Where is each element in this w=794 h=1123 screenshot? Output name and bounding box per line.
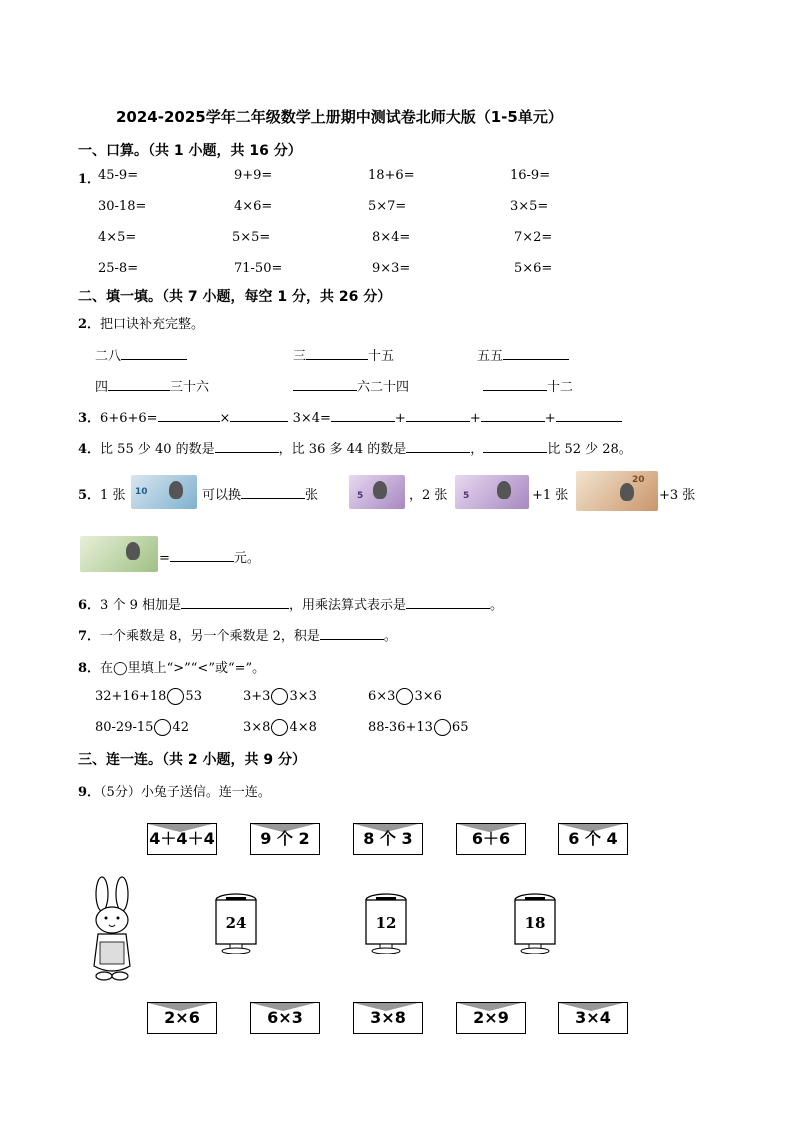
- rhyme-text: 三: [293, 349, 307, 364]
- letter-envelope[interactable]: 6×3: [250, 1002, 320, 1034]
- compare-circle[interactable]: [154, 719, 171, 736]
- answer-blank[interactable]: [230, 409, 288, 422]
- question-text: 。: [383, 629, 397, 644]
- letter-envelope[interactable]: 2×9: [456, 1002, 526, 1034]
- rhyme-text: 三十六: [170, 380, 210, 395]
- question-7: [78, 625, 397, 644]
- question-number: 6．: [78, 598, 101, 613]
- section-heading-fill-in: 二、填一填。（共 7 小题，每空 1 分，共 26 分）: [78, 289, 392, 305]
- mailbox[interactable]: [214, 892, 258, 954]
- answer-blank[interactable]: [108, 378, 170, 391]
- question-text: 3 个 9 相加是: [100, 598, 181, 613]
- operator: +: [394, 411, 406, 426]
- question-9: [78, 781, 271, 800]
- rhyme-item: [477, 345, 569, 364]
- rhyme-item: [483, 376, 573, 395]
- portrait-icon: [373, 481, 387, 499]
- calc-item: 9×3=: [372, 261, 411, 276]
- compare-item: [368, 719, 468, 736]
- question-text: 可以换: [202, 488, 242, 503]
- portrait-icon: [126, 542, 140, 560]
- calc-item: 5×6=: [514, 261, 553, 276]
- compare-left: 6×3: [368, 689, 396, 704]
- question-text: ，用乘法算式表示是: [289, 598, 407, 613]
- question-text: +1 张: [532, 488, 569, 503]
- question-text: 比 55 少 40 的数是: [100, 442, 215, 457]
- operator: +: [544, 411, 556, 426]
- question-text: =: [159, 551, 170, 566]
- compare-left: 3×8: [243, 720, 271, 735]
- calc-item: 9+9=: [234, 168, 273, 183]
- note-value: 5: [463, 491, 470, 501]
- compare-circle[interactable]: [271, 719, 288, 736]
- mailbox[interactable]: [513, 892, 557, 954]
- question-number: 3．: [78, 411, 101, 426]
- calc-item: 25-8=: [98, 261, 139, 276]
- compare-item: [95, 719, 189, 736]
- question-number: 4．: [78, 442, 101, 457]
- letter-envelope[interactable]: 4＋4＋4: [147, 823, 217, 855]
- question-number: 8．: [78, 661, 101, 676]
- rhyme-text: 五五: [477, 349, 504, 364]
- rhyme-item: [293, 376, 409, 395]
- answer-blank[interactable]: [306, 347, 368, 360]
- compare-circle[interactable]: [271, 688, 288, 705]
- question-number: 2．: [78, 317, 101, 332]
- question-text: ，: [470, 442, 484, 457]
- five-yuan-note-image: [455, 475, 529, 509]
- compare-left: 3+3: [243, 689, 271, 704]
- question-5-text: [202, 484, 318, 503]
- compare-right: 3×3: [289, 689, 317, 704]
- calc-item: 30-18=: [98, 199, 147, 214]
- rhyme-text: 二八: [95, 349, 122, 364]
- letter-envelope[interactable]: 6 个 4: [558, 823, 628, 855]
- answer-blank[interactable]: [215, 440, 279, 453]
- question-6: [78, 594, 503, 613]
- compare-circle[interactable]: [434, 719, 451, 736]
- question-text: +3 张: [659, 488, 696, 503]
- letter-envelope[interactable]: 8 个 3: [353, 823, 423, 855]
- calc-item: 5×7=: [368, 199, 407, 214]
- question-text: ，2 张: [409, 488, 448, 503]
- answer-blank[interactable]: [483, 440, 547, 453]
- question-text: 1 张: [100, 488, 126, 503]
- mailbox-number: 24: [225, 914, 247, 932]
- section-heading-oral-calc: 一、口算。（共 1 小题，共 16 分）: [78, 143, 302, 159]
- calc-item: 3×5=: [510, 199, 549, 214]
- letter-envelope[interactable]: 3×4: [558, 1002, 628, 1034]
- answer-blank[interactable]: [556, 409, 622, 422]
- answer-blank[interactable]: [293, 378, 357, 391]
- question-text: （5分）小兔子送信。连一连。: [100, 785, 271, 800]
- portrait-icon: [497, 481, 511, 499]
- calc-item: 4×6=: [234, 199, 273, 214]
- ten-yuan-note-image: [131, 475, 197, 509]
- question-text: 6+6+6=: [100, 411, 158, 426]
- question-text: 3×4=: [292, 411, 331, 426]
- question-text: 在◯里填上“>”“<”或“=”。: [100, 661, 266, 676]
- operator: +: [469, 411, 481, 426]
- calc-item: 16-9=: [510, 168, 551, 183]
- calc-item: 7×2=: [514, 230, 553, 245]
- five-yuan-note-image: [349, 475, 405, 509]
- compare-circle[interactable]: [396, 688, 413, 705]
- compare-right: 3×6: [414, 689, 442, 704]
- compare-left: 80-29-15: [95, 720, 154, 735]
- mailbox-number: 12: [375, 914, 397, 932]
- question-text: 元。: [233, 551, 260, 566]
- calc-item: 4×5=: [98, 230, 137, 245]
- answer-blank[interactable]: [241, 486, 305, 499]
- compare-item: [368, 688, 442, 705]
- letter-envelope[interactable]: 3×8: [353, 1002, 423, 1034]
- question-8: [78, 657, 265, 676]
- compare-item: [95, 688, 202, 705]
- calc-item: 71-50=: [234, 261, 283, 276]
- question-3: [78, 407, 622, 426]
- section-heading-matching: 三、连一连。（共 2 小题，共 9 分）: [78, 752, 306, 768]
- compare-right: 53: [185, 689, 202, 704]
- compare-circle[interactable]: [167, 688, 184, 705]
- note-value: 10: [135, 487, 148, 497]
- mailbox-number: 18: [524, 914, 546, 932]
- rhyme-item: [95, 345, 187, 364]
- question-text: 一个乘数是 8，另一个乘数是 2，积是: [100, 629, 320, 644]
- compare-item: [243, 719, 317, 736]
- rhyme-item: [293, 345, 394, 364]
- compare-right: 42: [172, 720, 189, 735]
- answer-blank[interactable]: [121, 347, 187, 360]
- note-value: 5: [357, 491, 364, 501]
- answer-blank[interactable]: [320, 627, 384, 640]
- answer-blank[interactable]: [481, 409, 545, 422]
- letter-envelope[interactable]: 9 个 2: [250, 823, 320, 855]
- question-5-line1: [78, 484, 125, 503]
- compare-right: 65: [451, 720, 469, 735]
- question-text: 比 52 少 28。: [547, 442, 632, 457]
- rhyme-text: 十五: [368, 349, 395, 364]
- question-text: 。: [490, 598, 504, 613]
- compare-left: 32+16+18: [95, 689, 167, 704]
- operator: ×: [219, 411, 231, 426]
- compare-right: 4×8: [289, 720, 317, 735]
- rabbit-icon: [84, 876, 142, 984]
- question-5-text: [409, 484, 447, 503]
- question-5-text: [659, 484, 695, 503]
- rhyme-text: 六二十四: [357, 380, 410, 395]
- portrait-icon: [169, 481, 183, 499]
- calc-item: 45-9=: [98, 168, 139, 183]
- portrait-icon: [620, 483, 634, 501]
- question-4: [78, 438, 632, 457]
- answer-blank[interactable]: [331, 409, 395, 422]
- calc-item: 5×5=: [232, 230, 271, 245]
- calc-item: 18+6=: [368, 168, 415, 183]
- letter-envelope[interactable]: 2×6: [147, 1002, 217, 1034]
- question-5-text: [532, 484, 568, 503]
- question-2: [78, 313, 204, 332]
- question-text: 张: [305, 488, 319, 503]
- answer-blank[interactable]: [181, 596, 289, 609]
- question-number: 7．: [78, 629, 101, 644]
- rhyme-text: 十二: [547, 380, 574, 395]
- question-number: 5．: [78, 488, 101, 503]
- mailbox[interactable]: [364, 892, 408, 954]
- answer-blank[interactable]: [483, 378, 547, 391]
- answer-blank[interactable]: [406, 440, 470, 453]
- letter-envelope[interactable]: 6＋6: [456, 823, 526, 855]
- note-value: 20: [632, 475, 645, 485]
- calc-item: 8×4=: [372, 230, 411, 245]
- answer-blank[interactable]: [406, 596, 490, 609]
- compare-item: [243, 688, 317, 705]
- question-number: 9．: [78, 785, 101, 800]
- one-yuan-note-image: [80, 536, 158, 572]
- answer-blank[interactable]: [503, 347, 569, 360]
- answer-blank[interactable]: [158, 409, 220, 422]
- twenty-yuan-note-image: [576, 471, 658, 511]
- compare-left: 88-36+13: [368, 720, 433, 735]
- question-5-line2: [159, 547, 260, 566]
- page-title: 2024-2025学年二年级数学上册期中测试卷北师大版（1-5单元）: [116, 108, 563, 126]
- question-text: ，比 36 多 44 的数是: [278, 442, 407, 457]
- question-text: 把口诀补充完整。: [100, 317, 205, 332]
- rhyme-text: 四: [95, 380, 109, 395]
- answer-blank[interactable]: [170, 549, 234, 562]
- question-number: 1．: [78, 172, 101, 187]
- answer-blank[interactable]: [406, 409, 470, 422]
- rhyme-item: [95, 376, 209, 395]
